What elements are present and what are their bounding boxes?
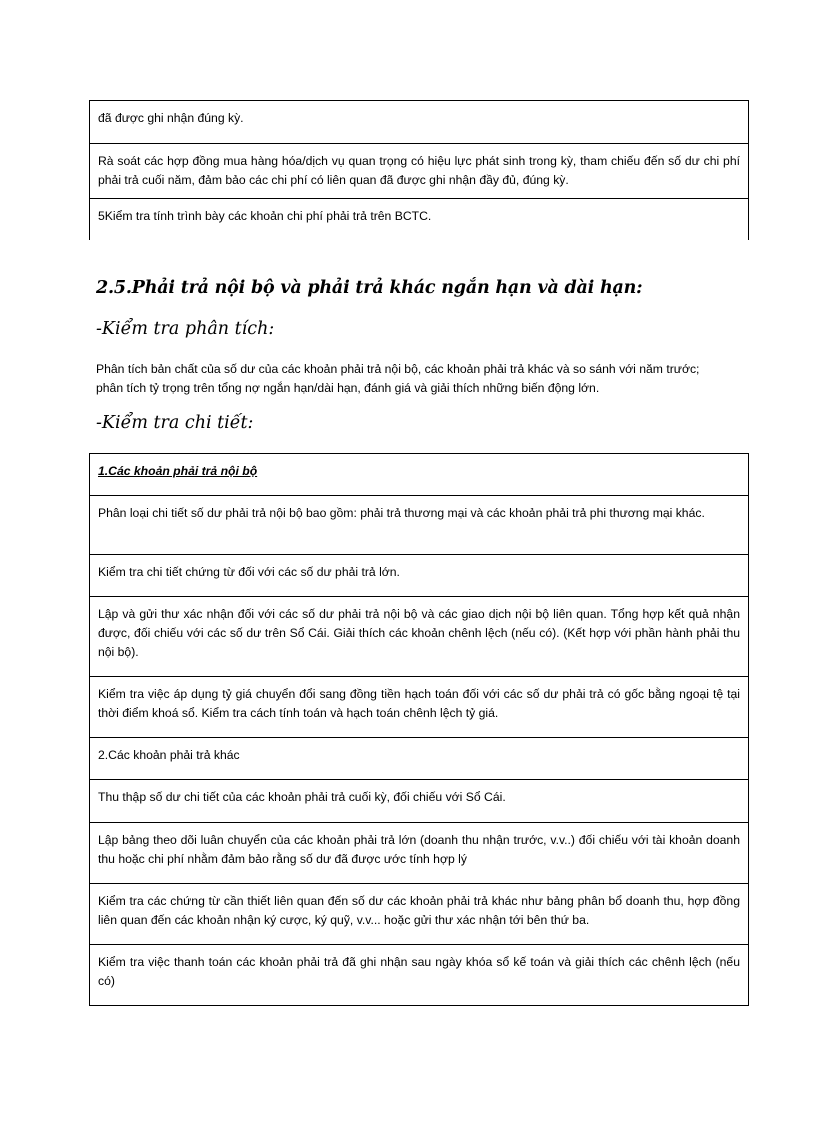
table-row xyxy=(90,496,748,555)
detail-heading: -Kiểm tra chi tiết: xyxy=(96,413,254,433)
table-cell-text: Phân loại chi tiết số dư phải trả nội bộ bao gồm: phải trả thương mại và các khoản phải trả phi thương mại khác. xyxy=(98,506,705,520)
table-cell-text: Kiểm tra chi tiết chứng từ đối với các số dư phải trả lớn. xyxy=(98,565,400,579)
table-row xyxy=(90,597,748,677)
table-cell-text: Lập và gửi thư xác nhận đối với các số dư phải trả nội bộ và các giao dịch nội bộ liên quan. Tổng hợp kết quả nhận được, đối chiếu với các số dư trên Sổ Cái. Giải thích các khoản chênh lệch (nếu có). (Kết hợp với phần hành phải thu nội bộ). xyxy=(98,607,740,659)
section-title: 2.5.Phải trả nội bộ và phải trả khác ngắn hạn và dài hạn: xyxy=(96,278,643,298)
table-row xyxy=(90,101,748,144)
table-cell-text: Thu thập số dư chi tiết của các khoản phải trả cuối kỳ, đối chiếu với Sổ Cái. xyxy=(98,790,506,804)
table-cell-text: Kiểm tra các chứng từ cần thiết liên quan đến số dư các khoản phải trả khác như bảng phân bổ doanh thu, hợp đồng liên quan đến các khoản nhận ký cược, ký quỹ, v.v... hoặc gửi thư xác nhận tới bên thứ ba. xyxy=(98,894,740,927)
table-row xyxy=(90,823,748,884)
table-title-row xyxy=(90,454,748,496)
table-cell-text: Lập bảng theo dõi luân chuyển của các khoản phải trả lớn (doanh thu nhận trước, v.v..) đối chiếu với tài khoản doanh thu hoặc chi phí nhằm đảm bảo rằng số dư đã được ước tính hợp lý xyxy=(98,833,740,866)
detail-procedure-table xyxy=(89,453,749,1006)
table-row xyxy=(90,945,748,1005)
table-cell-text: Rà soát các hợp đồng mua hàng hóa/dịch vụ quan trọng có hiệu lực phát sinh trong kỳ, tham chiếu đến số dư chi phí phải trả cuối năm, đảm bảo các chi phí có liên quan đã được ghi nhận đầy đủ, đúng kỳ. xyxy=(98,154,740,187)
table-row xyxy=(90,884,748,945)
table-row xyxy=(90,738,748,780)
table-row xyxy=(90,144,748,199)
table-cell-text: 5Kiểm tra tính trình bày các khoản chi phí phải trả trên BCTC. xyxy=(98,209,432,223)
analysis-heading: -Kiểm tra phân tích: xyxy=(96,319,275,339)
table-cell-text: Kiểm tra việc thanh toán các khoản phải trả đã ghi nhận sau ngày khóa sổ kế toán và giải thích các chênh lệch (nếu có) xyxy=(98,955,740,988)
table-row xyxy=(90,199,748,240)
table-row xyxy=(90,780,748,823)
table-cell-text: Kiểm tra việc áp dụng tỷ giá chuyển đổi sang đồng tiền hạch toán đối với các số dư phải trả có gốc bằng ngoại tệ tại thời điểm khoá sổ. Kiểm tra cách tính toán và hạch toán chênh lệch tỷ giá. xyxy=(98,687,740,720)
table-title: 1.Các khoản phải trả nội bộ xyxy=(98,464,258,478)
table-row xyxy=(90,555,748,597)
table-cell-text: đã được ghi nhận đúng kỳ. xyxy=(98,111,244,125)
table-cell-text: 2.Các khoản phải trả khác xyxy=(98,748,240,762)
top-procedure-table xyxy=(89,100,749,240)
analysis-paragraph: Phân tích bản chất của số dư của các khoản phải trả nội bộ, các khoản phải trả khác và so sánh với năm trước; phân tích tỷ trọng trên tổng nợ ngắn hạn/dài hạn, đánh giá và giải thích những biến động lớn. xyxy=(96,362,700,395)
table-row xyxy=(90,677,748,738)
